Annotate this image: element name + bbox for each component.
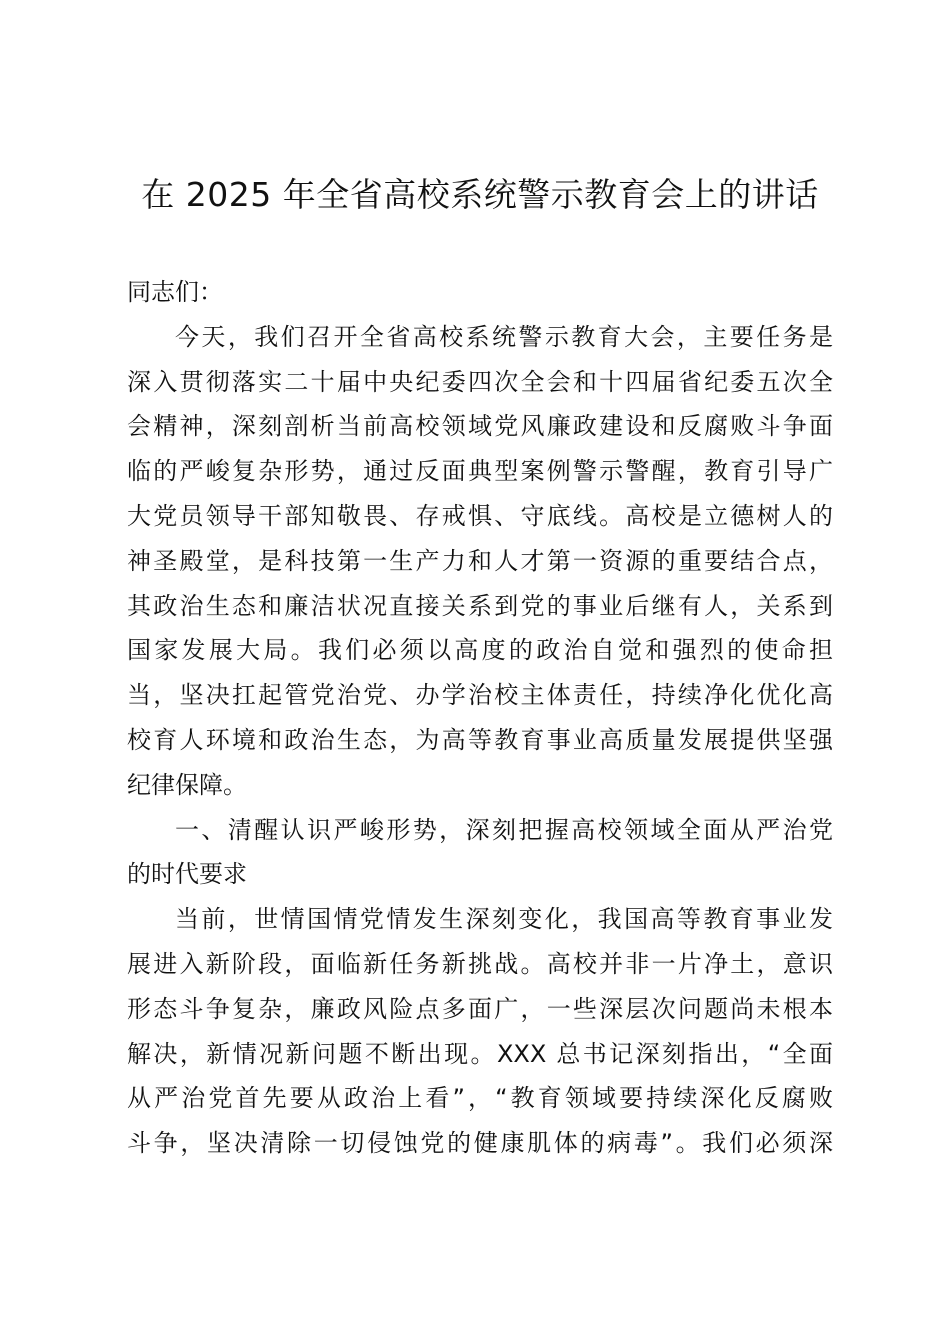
paragraph-line: 临的严峻复杂形势，通过反面典型案例警示警醒，教育引导广 [127, 457, 833, 486]
paragraph-line: 从严治党首先要从政治上看”，“教育领域要持续深化反腐败 [127, 1084, 833, 1113]
paragraph-line: 会精神，深刻剖析当前高校领域党风廉政建设和反腐败斗争面 [127, 412, 833, 441]
paragraph-line: 今天，我们召开全省高校系统警示教育大会，主要任务是 [175, 322, 833, 351]
heading-line: 一、清醒认识严峻形势，深刻把握高校领域全面从严治党 [175, 815, 833, 844]
paragraph-line: 斗争，坚决清除一切侵蚀党的健康肌体的病毒”。我们必须深 [127, 1129, 833, 1158]
paragraph-line: 神圣殿堂，是科技第一生产力和人才第一资源的重要结合点， [127, 546, 833, 575]
document-body [127, 270, 833, 1166]
paragraph-line: 校育人环境和政治生态，为高等教育事业高质量发展提供坚强 [127, 725, 833, 754]
paragraph-situation [127, 897, 833, 1166]
paragraph-line: 其政治生态和廉洁状况直接关系到党的事业后继有人，关系到 [127, 591, 833, 620]
paragraph-line: 当，坚决扛起管党治党、办学治校主体责任，持续净化优化高 [127, 681, 833, 710]
paragraph-line: 大党员领导干部知敬畏、存戒惧、守底线。高校是立德树人的 [127, 501, 833, 530]
paragraph-line: 展进入新阶段，面临新任务新挑战。高校并非一片净土，意识 [127, 949, 833, 978]
salutation: 同志们： [127, 278, 223, 306]
paragraph-line: 形态斗争复杂，廉政风险点多面广，一些深层次问题尚未根本 [127, 994, 833, 1023]
paragraph-line: 纪律保障。 [127, 770, 247, 799]
paragraph-line: 解决，新情况新问题不断出现。XXX 总书记深刻指出，“全面 [127, 1039, 833, 1068]
section-heading-1 [127, 808, 833, 898]
paragraph-opening [127, 315, 833, 808]
document-title: 在 2025 年全省高校系统警示教育会上的讲话 [141, 175, 819, 214]
paragraph-line: 国家发展大局。我们必须以高度的政治自觉和强烈的使命担 [127, 636, 833, 665]
paragraph-line: 当前，世情国情党情发生深刻变化，我国高等教育事业发 [175, 905, 833, 934]
heading-line: 的时代要求 [127, 860, 247, 889]
paragraph-line: 深入贯彻落实二十届中央纪委四次全会和十四届省纪委五次全 [127, 367, 833, 396]
